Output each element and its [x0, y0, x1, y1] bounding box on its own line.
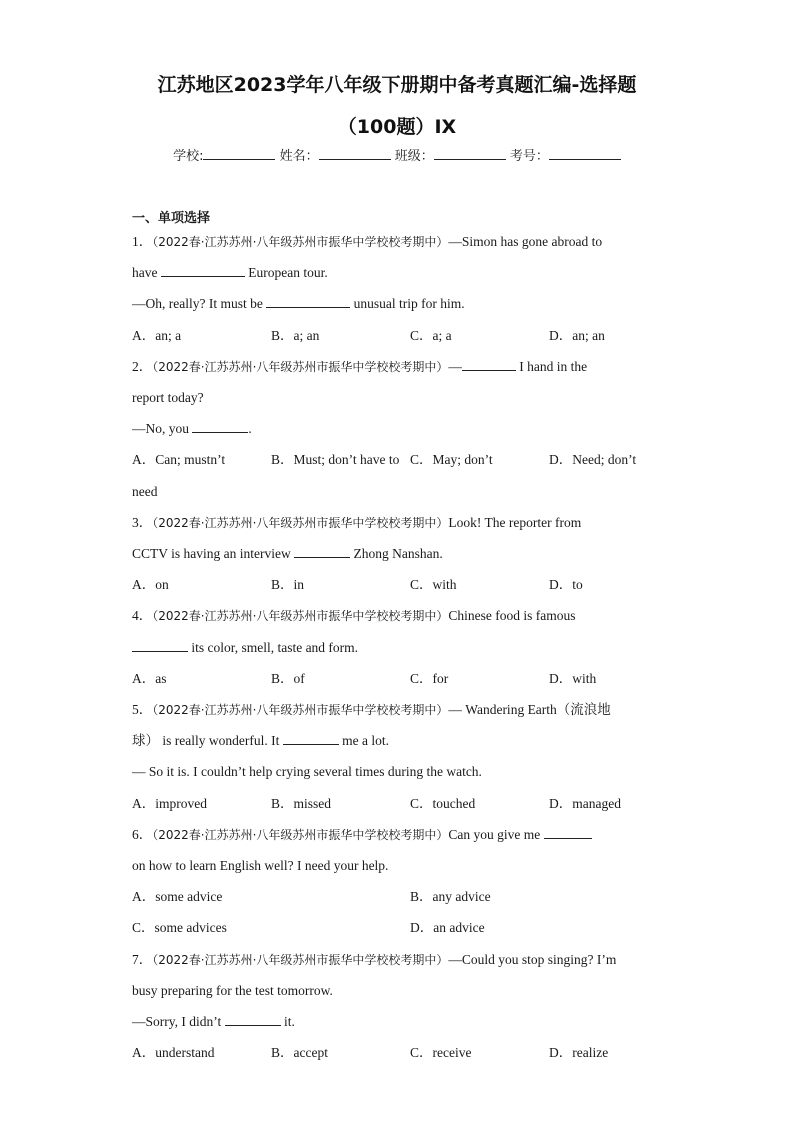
option-c[interactable]: C．for — [410, 671, 449, 686]
class-label: 班级： — [394, 149, 434, 164]
question-7-line-2: busy preparing for the test tomorrow. — [132, 983, 333, 998]
question-2-line-3: —No, you . — [132, 421, 252, 436]
question-3-line-2: CCTV is having an interview Zhong Nanshan. — [132, 546, 443, 561]
option-a[interactable]: A．on — [132, 577, 169, 592]
question-3-stem: 3．（2022春·江苏苏州·八年级苏州市振华中学校校考期中）Look! The reporter from — [132, 515, 582, 530]
option-c[interactable]: C．with — [410, 577, 457, 592]
student-info-row — [0, 145, 794, 164]
school-label: 学校: — [173, 149, 204, 164]
question-1-stem: 1．（2022春·江苏苏州·八年级苏州市振华中学校校考期中）—Simon has gone abroad to — [132, 234, 603, 249]
option-b[interactable]: B．in — [271, 577, 305, 592]
option-d[interactable]: D．with — [549, 671, 597, 686]
option-a[interactable]: A．understand — [132, 1045, 215, 1060]
option-d-wrap[interactable]: need — [132, 484, 158, 499]
option-c[interactable]: C．some advices — [132, 920, 227, 935]
class-blank[interactable] — [434, 147, 506, 160]
page-subtitle: （100题）IX — [337, 116, 457, 138]
question-5-line-3: — So it is. I couldn’t help crying several times during the watch. — [132, 764, 482, 779]
question-5-stem: 5．（2022春·江苏苏州·八年级苏州市振华中学校校考期中）— Wandering Earth（流浪地 — [132, 702, 611, 717]
question-4-stem: 4．（2022春·江苏苏州·八年级苏州市振华中学校校考期中）Chinese food is famous — [132, 608, 576, 623]
question-2-stem: 2．（2022春·江苏苏州·八年级苏州市振华中学校校考期中）— I hand in the — [132, 359, 588, 374]
answer-blank[interactable] — [266, 294, 350, 308]
answer-blank[interactable] — [192, 419, 248, 433]
option-d[interactable]: D．realize — [549, 1045, 609, 1060]
answer-blank[interactable] — [161, 263, 245, 277]
option-a[interactable]: A．an; a — [132, 328, 182, 343]
question-2-line-2: report today? — [132, 390, 204, 405]
question-6-stem: 6．（2022春·江苏苏州·八年级苏州市振华中学校校考期中）Can you give me — [132, 825, 672, 845]
question-1-line-3: —Oh, really? It must be unusual trip for him. — [132, 296, 465, 311]
question-5-line-2: 球） is really wonderful. It me a lot. — [132, 733, 389, 748]
section-title: 一、单项选择 — [132, 211, 211, 226]
question-1-line-2: have European tour. — [132, 265, 328, 280]
option-a[interactable]: A．Can; mustn’t — [132, 452, 226, 467]
option-a[interactable]: A．some advice — [132, 889, 223, 904]
option-c[interactable]: C．touched — [410, 796, 476, 811]
option-a[interactable]: A．improved — [132, 796, 207, 811]
option-d[interactable]: D．to — [549, 577, 583, 592]
answer-blank[interactable] — [283, 731, 339, 745]
name-label: 姓名： — [279, 149, 319, 164]
answer-blank[interactable] — [132, 638, 188, 652]
option-d[interactable]: D．an advice — [410, 920, 485, 935]
page-title: 江苏地区2023学年八年级下册期中备考真题汇编-选择题 — [157, 74, 637, 96]
question-7-stem: 7．（2022春·江苏苏州·八年级苏州市振华中学校校考期中）—Could you stop singing? I’m — [132, 952, 617, 967]
answer-blank[interactable] — [294, 544, 350, 558]
option-d[interactable]: D．managed — [549, 796, 621, 811]
question-6-line-2: on how to learn English well? I need your help. — [132, 858, 389, 873]
option-d[interactable]: D．an; an — [549, 328, 605, 343]
option-b[interactable]: B．Must; don’t have to — [271, 452, 400, 467]
option-c[interactable]: C．receive — [410, 1045, 472, 1060]
exam-no-blank[interactable] — [549, 147, 621, 160]
option-b[interactable]: B．missed — [271, 796, 332, 811]
answer-blank[interactable] — [462, 357, 516, 371]
school-blank[interactable] — [203, 147, 275, 160]
option-c[interactable]: C．May; don’t — [410, 452, 493, 467]
option-a[interactable]: A．as — [132, 671, 167, 686]
answer-blank[interactable] — [225, 1012, 281, 1026]
question-4-line-2: its color, smell, taste and form. — [132, 638, 672, 658]
option-b[interactable]: B．a; an — [271, 328, 320, 343]
option-b[interactable]: B．of — [271, 671, 305, 686]
question-7-line-3: —Sorry, I didn’t it. — [132, 1014, 295, 1029]
option-b[interactable]: B．any advice — [410, 889, 491, 904]
answer-blank[interactable] — [544, 825, 592, 839]
exam-no-label: 考号： — [509, 149, 549, 164]
name-blank[interactable] — [319, 147, 391, 160]
option-c[interactable]: C．a; a — [410, 328, 452, 343]
option-b[interactable]: B．accept — [271, 1045, 328, 1060]
option-d[interactable]: D．Need; don’t — [549, 452, 637, 467]
